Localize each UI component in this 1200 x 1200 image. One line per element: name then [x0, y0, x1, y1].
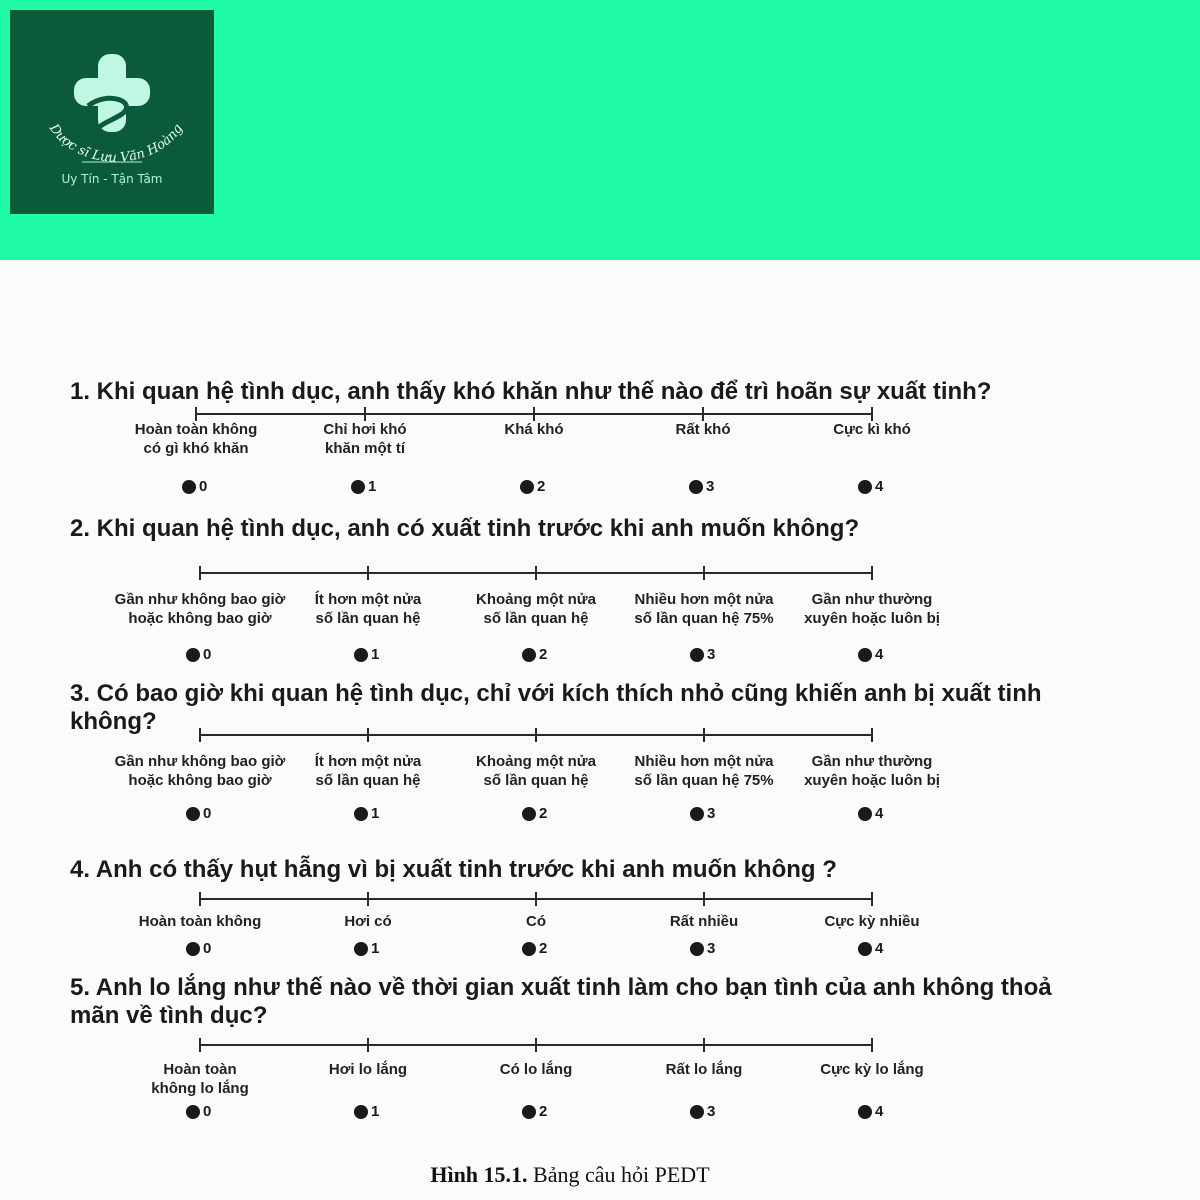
option-label: Rất nhiều	[669, 913, 739, 930]
option-label: Hoàn toàn không	[138, 913, 262, 930]
scale-tick	[533, 407, 535, 421]
option-score-radio[interactable]	[522, 646, 547, 663]
score-value: 2	[539, 940, 548, 957]
option-score-radio[interactable]	[182, 478, 207, 495]
score-value: 3	[707, 940, 716, 957]
score-value: 4	[875, 646, 884, 663]
score-value: 0	[203, 805, 212, 822]
scale-tick	[871, 1038, 873, 1052]
scale-tick	[535, 728, 537, 742]
radio-dot-icon[interactable]	[858, 480, 872, 494]
option-label: Hơi có	[344, 913, 392, 930]
radio-dot-icon[interactable]	[690, 807, 704, 821]
figure-caption	[0, 1162, 1140, 1188]
option-label: Khá khó	[504, 421, 564, 438]
scale-tick	[199, 892, 201, 906]
score-value: 0	[203, 646, 212, 663]
radio-dot-icon[interactable]	[690, 648, 704, 662]
option-score-radio[interactable]	[690, 1103, 715, 1120]
radio-dot-icon[interactable]	[522, 807, 536, 821]
radio-dot-icon[interactable]	[182, 480, 196, 494]
option-score-radio[interactable]	[858, 805, 883, 822]
score-value: 0	[199, 478, 208, 495]
radio-dot-icon[interactable]	[690, 942, 704, 956]
scale-tick	[367, 1038, 369, 1052]
option-label: Gần như không bao giờ hoặc không bao giờ	[114, 753, 286, 789]
scale-tick	[703, 892, 705, 906]
scale-tick	[871, 728, 873, 742]
radio-dot-icon[interactable]	[858, 648, 872, 662]
score-value: 4	[875, 478, 884, 495]
option-label: Hoàn toàn không có gì khó khăn	[134, 421, 258, 457]
scale-tick	[535, 1038, 537, 1052]
score-value: 1	[371, 940, 380, 957]
scale-tick	[199, 728, 201, 742]
scale-tick	[367, 566, 369, 580]
logo-tagline: Uy Tín - Tận Tâm	[61, 172, 163, 186]
question-2-text: 2. Khi quan hệ tình dục, anh có xuất tinh trước khi anh muốn không?	[70, 515, 860, 542]
scale-tick	[199, 566, 201, 580]
radio-dot-icon[interactable]	[351, 480, 365, 494]
question-4-text: 4. Anh có thấy hụt hẫng vì bị xuất tinh trước khi anh muốn không ?	[70, 856, 837, 883]
option-score-radio[interactable]	[690, 805, 715, 822]
svg-text:Dược sĩ Lưu Văn Hoàng: Dược sĩ Lưu Văn Hoàng	[45, 121, 187, 166]
option-score-radio[interactable]	[520, 478, 545, 495]
scale-tick	[703, 1038, 705, 1052]
scale-tick	[535, 566, 537, 580]
scale-tick	[871, 407, 873, 421]
option-score-radio[interactable]	[522, 1103, 547, 1120]
radio-dot-icon[interactable]	[522, 942, 536, 956]
scale-tick	[199, 1038, 201, 1052]
radio-dot-icon[interactable]	[354, 942, 368, 956]
scale-tick	[871, 566, 873, 580]
radio-dot-icon[interactable]	[186, 942, 200, 956]
option-score-radio[interactable]	[690, 646, 715, 663]
score-value: 3	[707, 646, 716, 663]
radio-dot-icon[interactable]	[354, 648, 368, 662]
score-value: 3	[707, 805, 716, 822]
radio-dot-icon[interactable]	[689, 480, 703, 494]
radio-dot-icon[interactable]	[858, 942, 872, 956]
radio-dot-icon[interactable]	[858, 1105, 872, 1119]
option-label: Cực kì khó	[833, 421, 911, 438]
option-label: Hơi lo lắng	[328, 1061, 408, 1078]
option-label: Cực kỳ nhiều	[824, 913, 920, 930]
scale-tick	[703, 566, 705, 580]
score-value: 4	[875, 805, 884, 822]
figure-title: Bảng câu hỏi PEDT	[533, 1162, 710, 1187]
score-value: 3	[706, 478, 715, 495]
score-value: 2	[539, 646, 548, 663]
question-1-text: 1. Khi quan hệ tình dục, anh thấy khó khăn như thế nào để trì hoãn sự xuất tinh?	[70, 378, 992, 405]
option-label: Gần như không bao giờ hoặc không bao giờ	[114, 591, 286, 627]
option-score-radio[interactable]	[354, 805, 379, 822]
score-value: 0	[203, 940, 212, 957]
scale-tick	[367, 892, 369, 906]
radio-dot-icon[interactable]	[186, 807, 200, 821]
score-value: 1	[371, 1103, 380, 1120]
option-score-radio[interactable]	[354, 646, 379, 663]
option-score-radio[interactable]	[522, 805, 547, 822]
scale-tick	[703, 728, 705, 742]
option-score-radio[interactable]	[186, 1103, 211, 1120]
option-label: Nhiều hơn một nửa số lần quan hệ 75%	[634, 753, 774, 789]
option-label: Ít hơn một nửa số lần quan hệ	[314, 753, 422, 789]
radio-dot-icon[interactable]	[354, 1105, 368, 1119]
radio-dot-icon[interactable]	[522, 648, 536, 662]
score-value: 4	[875, 940, 884, 957]
option-label: Ít hơn một nửa số lần quan hệ	[314, 591, 422, 627]
radio-dot-icon[interactable]	[520, 480, 534, 494]
radio-dot-icon[interactable]	[858, 807, 872, 821]
option-score-radio[interactable]	[858, 1103, 883, 1120]
scale-tick	[871, 892, 873, 906]
score-value: 1	[368, 478, 377, 495]
option-label: Nhiều hơn một nửa số lần quan hệ 75%	[634, 591, 774, 627]
brand-logo	[10, 10, 214, 214]
option-score-radio[interactable]	[858, 478, 883, 495]
option-label: Gần như thường xuyên hoặc luôn bị	[804, 591, 940, 627]
scale-tick	[535, 892, 537, 906]
scale-tick	[364, 407, 366, 421]
option-score-radio[interactable]	[186, 805, 211, 822]
option-label: Khoảng một nửa số lần quan hệ	[475, 753, 597, 789]
option-label: Rất lo lắng	[665, 1061, 743, 1078]
score-value: 1	[371, 646, 380, 663]
option-score-radio[interactable]	[186, 646, 211, 663]
option-score-radio[interactable]	[690, 940, 715, 957]
score-value: 0	[203, 1103, 212, 1120]
option-score-radio[interactable]	[186, 940, 211, 957]
radio-dot-icon[interactable]	[522, 1105, 536, 1119]
option-label: Gần như thường xuyên hoặc luôn bị	[804, 753, 940, 789]
score-value: 2	[539, 1103, 548, 1120]
option-score-radio[interactable]	[689, 478, 714, 495]
figure-number: Hình 15.1.	[430, 1162, 528, 1187]
score-value: 3	[707, 1103, 716, 1120]
question-5-text: 5. Anh lo lắng như thế nào về thời gian xuất tinh làm cho bạn tình của anh không thoả mãn về tình dục?	[70, 974, 1052, 1029]
option-label: Rất khó	[675, 421, 731, 438]
option-label: Có lo lắng	[499, 1061, 573, 1078]
radio-dot-icon[interactable]	[354, 807, 368, 821]
radio-dot-icon[interactable]	[186, 648, 200, 662]
radio-dot-icon[interactable]	[186, 1105, 200, 1119]
option-score-radio[interactable]	[354, 1103, 379, 1120]
scale-tick	[367, 728, 369, 742]
option-label: Chỉ hơi khó khăn một tí	[323, 421, 407, 457]
score-value: 2	[537, 478, 546, 495]
option-score-radio[interactable]	[354, 940, 379, 957]
option-score-radio[interactable]	[351, 478, 376, 495]
score-value: 4	[875, 1103, 884, 1120]
option-label: Hoàn toàn không lo lắng	[151, 1061, 249, 1097]
option-score-radio[interactable]	[858, 940, 883, 957]
option-label: Khoảng một nửa số lần quan hệ	[475, 591, 597, 627]
option-score-radio[interactable]	[858, 646, 883, 663]
option-score-radio[interactable]	[522, 940, 547, 957]
radio-dot-icon[interactable]	[690, 1105, 704, 1119]
score-value: 1	[371, 805, 380, 822]
top-banner	[0, 0, 1200, 260]
option-label: Có	[526, 913, 546, 930]
question-3-text: 3. Có bao giờ khi quan hệ tình dục, chỉ với kích thích nhỏ cũng khiến anh bị xuất tinh không?	[70, 680, 1042, 735]
scale-tick	[702, 407, 704, 421]
option-label: Cực kỳ lo lắng	[820, 1061, 924, 1078]
scale-tick	[195, 407, 197, 421]
score-value: 2	[539, 805, 548, 822]
